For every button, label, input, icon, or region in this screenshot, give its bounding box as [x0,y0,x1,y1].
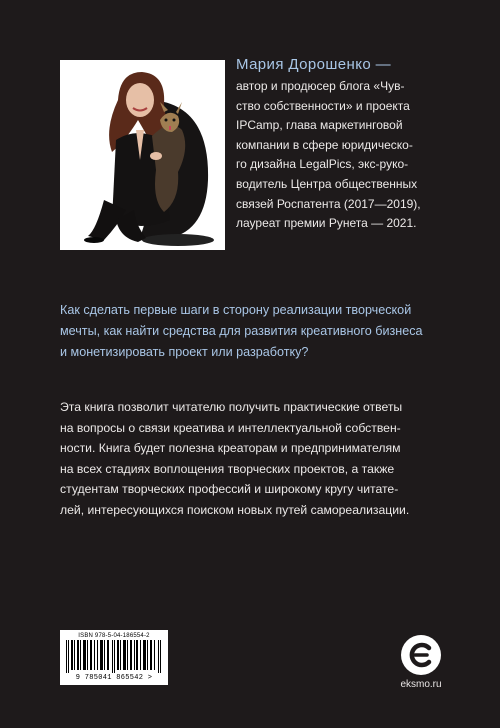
author-block [236,56,476,234]
publisher-website: eksmo.ru [400,679,442,690]
isbn-barcode [60,630,168,685]
book-description: Эта книга позволит читателю получить практические ответы на вопросы о связи креатива и интеллектуальной собствен- ности. Книга будет полезна креаторам и предпринимателям на всех стадиях воплощения творческих проектов, а также студентам творческих профессий и широкому кругу читате- лей, интересующихся поиском новых путей самореализации. [60,400,410,517]
teaser-question: Как сделать первые шаги в сторону реализации творческой мечты, как найти средства для развития креативного бизнеса и монетизировать проект или разработку? [60,303,423,359]
eksmo-logo-icon [400,634,442,676]
author-photo [60,60,225,250]
barcode-icon [64,640,164,673]
barcode-digits: 9 785041 865542 > [75,674,153,682]
isbn-number: ISBN 978-5-04-186554-2 [78,633,150,639]
author-bio: автор и продюсер блога «Чув- ство собственности» и проекта IPCamp, глава маркетинговой компании в сфере юридическо- го дизайна LegalPics, экс-руко- водитель Центра общественных связей Роспатента (2017—2019), лауреат премии Рунета — 2021. [236,79,421,231]
author-name: Мария Дорошенко — [236,56,392,73]
publisher-mark [396,634,446,690]
author-photo-illustration [60,60,225,250]
